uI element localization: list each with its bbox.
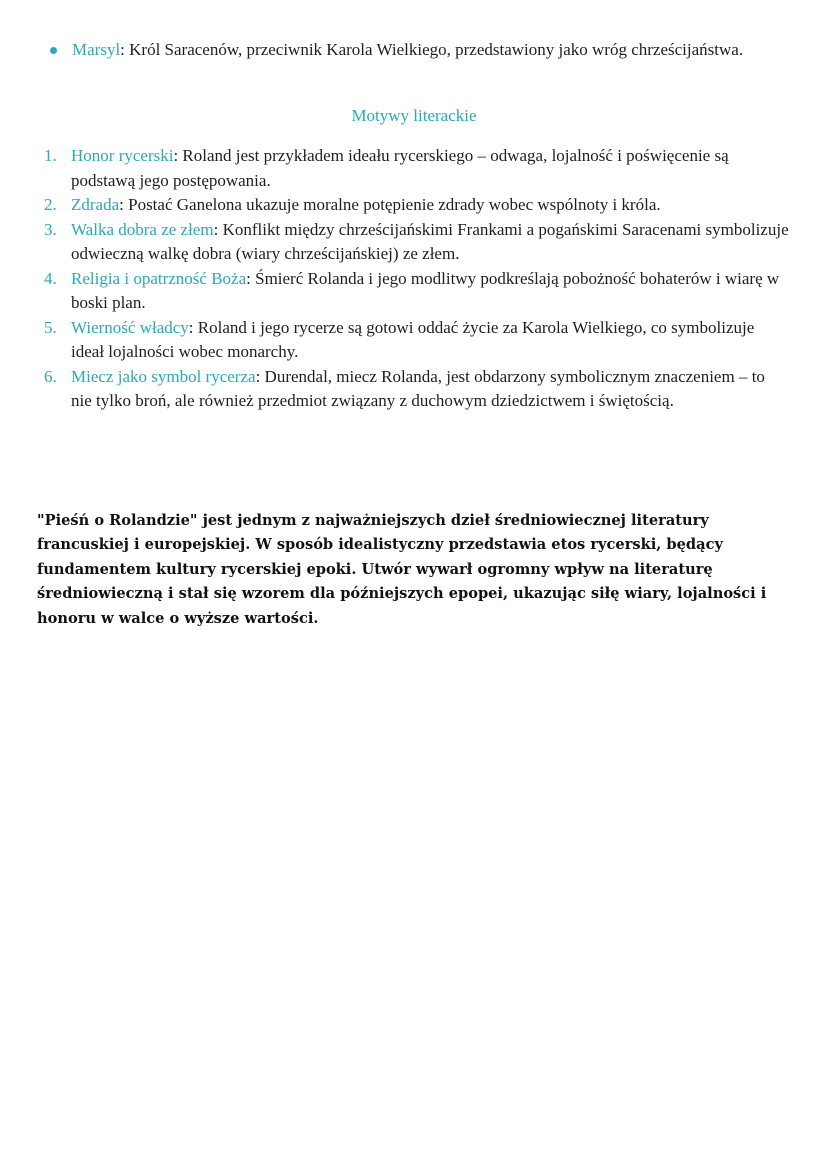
motif-number: 4. (44, 268, 57, 288)
motif-description: : Durendal, miecz Rolanda, jest obdarzony symbolicznym znaczeniem – to nie tylko broń, ale również przedmiot związany z duchowym dziedzictwem i świętością. (71, 366, 765, 410)
list-item (44, 144, 789, 193)
motif-text (71, 218, 789, 267)
list-item (44, 267, 789, 316)
motif-number: 2. (44, 195, 57, 214)
motif-number: 5. (44, 317, 57, 337)
motif-term: Honor rycerski (71, 146, 174, 165)
bullet-term: Marsyl (72, 40, 121, 59)
bullet-description: : Król Saracenów, przeciwnik Karola Wielkiego, przedstawiony jako wróg chrześcijaństwa. (120, 40, 744, 59)
motif-text (71, 193, 789, 218)
motif-number: 1. (44, 146, 57, 165)
motif-text (71, 144, 789, 193)
motif-number: 3. (44, 219, 57, 239)
motif-description: : Roland i jego rycerze są gotowi oddać życie za Karola Wielkiego, co symbolizuje ideał lojalności wobec monarchy. (71, 317, 755, 361)
motif-list (44, 144, 789, 414)
motif-term: Religia i opatrzność Boża (71, 268, 247, 288)
motif-number: 6. (44, 366, 57, 386)
motif-description: : Śmierć Rolanda i jego modlitwy podkreślają pobożność bohaterów i wiarę w boski plan. (71, 268, 780, 312)
bullet-text (72, 38, 790, 62)
motif-term: Miecz jako symbol rycerza (71, 366, 256, 386)
section-heading: Motywy literackie (351, 106, 477, 125)
list-item (44, 218, 789, 267)
motif-term: Zdrada (71, 195, 120, 214)
motif-description: : Postać Ganelona ukazuje moralne potępienie zdrady wobec wspólnoty i króla. (119, 195, 661, 214)
motif-description: : Roland jest przykładem ideału rycerskiego – odwaga, lojalność i poświęcenie są podstawą jego postępowania. (71, 146, 729, 190)
list-item (44, 365, 789, 414)
character-bullet (50, 38, 790, 62)
summary-paragraph: "Pieśń o Rolandzie" jest jednym z najważniejszych dzieł średniowiecznej literatury francuskiej i europejskiej. W sposób idealistyczny przedstawia etos rycerski, będący fundamentem kultury rycerskiej epoki. Utwór wywarł ogromny wpływ na literaturę średniowieczną i stał się wzorem dla późniejszych epopei, ukazując siłę wiary, lojalności i honoru w walce o wyższe wartości. (37, 511, 767, 627)
bullet-dot-icon (50, 47, 57, 54)
motif-text (71, 316, 789, 365)
motif-term: Walka dobra ze złem (71, 219, 214, 239)
motif-text (71, 365, 789, 414)
motif-term: Wierność władcy (71, 317, 189, 337)
list-item (44, 316, 789, 365)
motif-description: : Konflikt między chrześcijańskimi Frankami a pogańskimi Saracenami symbolizuje odwieczną walkę dobra (wiary chrześcijańskiej) ze złem. (71, 219, 789, 263)
motif-text (71, 267, 789, 316)
list-item (44, 193, 789, 218)
list-item (50, 38, 790, 62)
